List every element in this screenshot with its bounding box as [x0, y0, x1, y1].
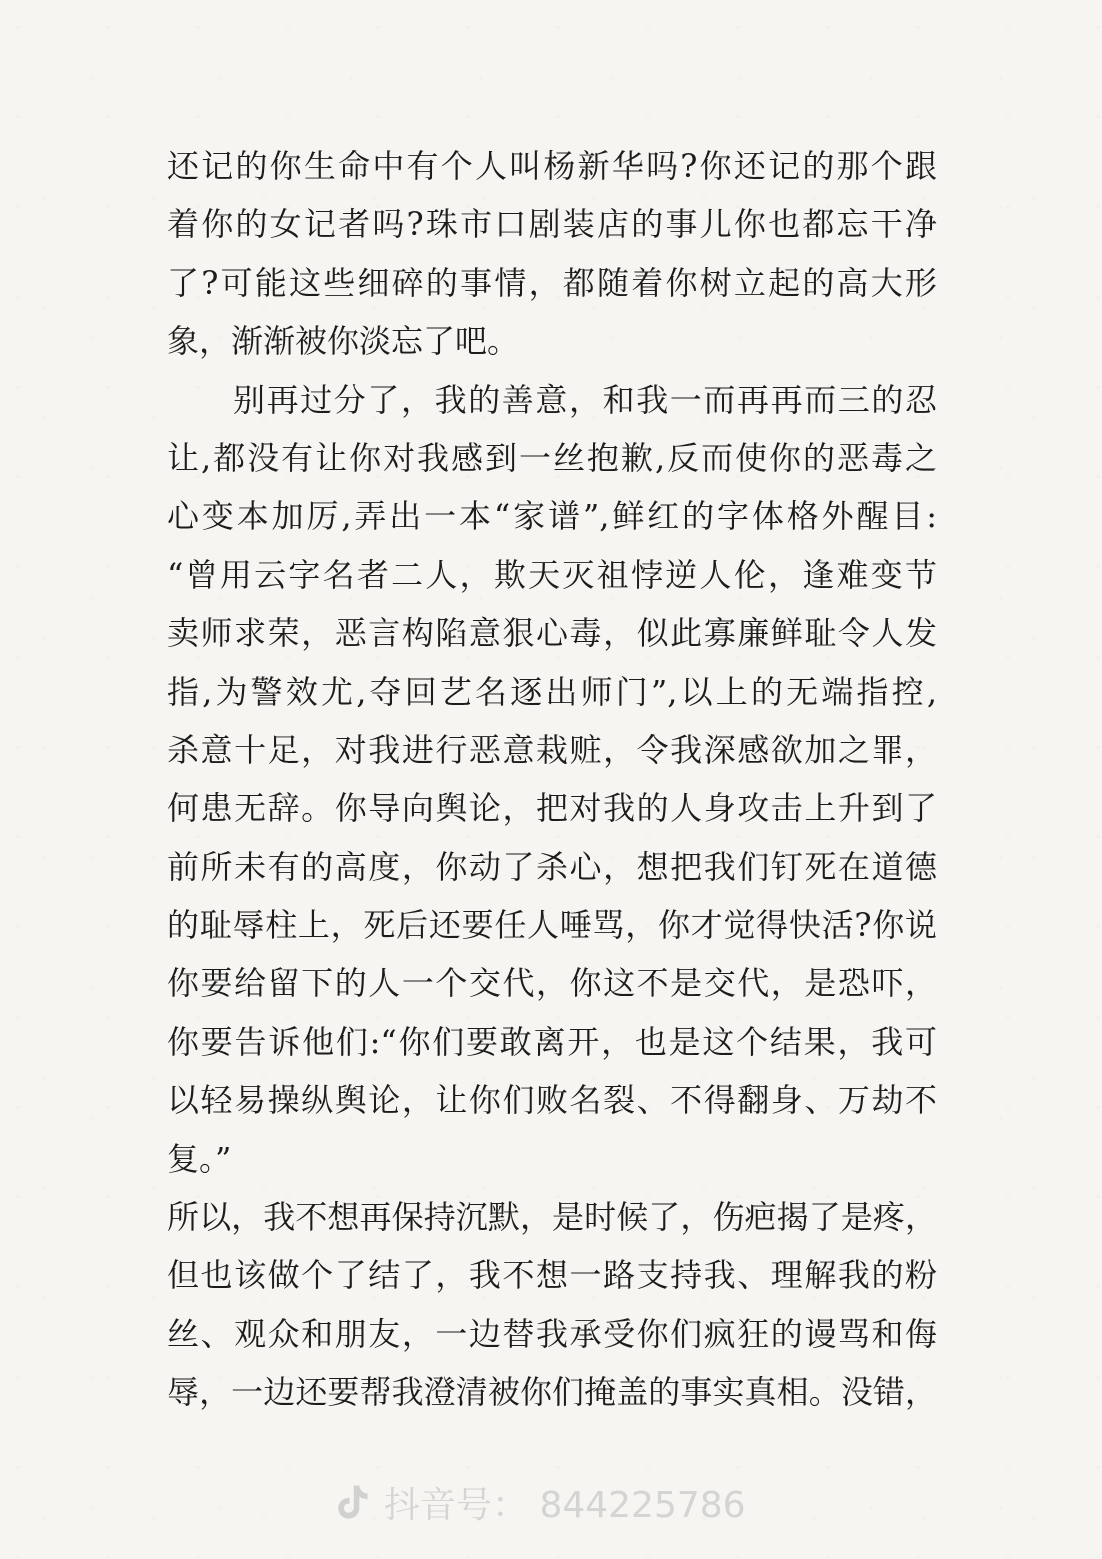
text-line: 象，渐渐被你淡忘了吧。	[167, 322, 520, 361]
text-line: 辱，一边还要帮我澄清被你们掩盖的事实真相。没错，	[167, 1373, 937, 1412]
text-line: 何患无辞。你导向舆论，把对我的人身攻击上升到了	[167, 789, 937, 828]
text-line: 了?可能这些细碎的事情，都随着你树立起的高大形	[167, 263, 937, 302]
text-line: 所以，我不想再保持沉默，是时候了，伤疤揭了是疼，	[167, 1198, 937, 1237]
text-line: 复。”	[167, 1139, 232, 1178]
document-body	[167, 137, 937, 1422]
text-line: 别再过分了，我的善意，和我一而再再而三的忍	[233, 380, 937, 419]
tiktok-icon	[330, 1480, 374, 1524]
text-line: 心变本加厉,弄出一本“家谱”,鲜红的字体格外醒目:	[167, 497, 937, 536]
text-line: 指,为警效尤,夺回艺名逐出师门”,以上的无端指控,	[167, 672, 937, 711]
text-line: 以轻易操纵舆论，让你们败名裂、不得翻身、万劫不	[167, 1081, 937, 1120]
text-line: 杀意十足，对我进行恶意栽赃，令我深感欲加之罪，	[167, 730, 937, 769]
text-line: 前所未有的高度，你动了杀心，想把我们钉死在道德	[167, 847, 937, 886]
watermark-text: 抖音号： 844225786	[384, 1484, 746, 1526]
text-line: 让,都没有让你对我感到一丝抱歉,反而使你的恶毒之	[167, 438, 937, 477]
text-line: 丝、观众和朋友，一边替我承受你们疯狂的谩骂和侮	[167, 1314, 937, 1353]
text-line: 着你的女记者吗?珠市口剧装店的事儿你也都忘干净	[167, 205, 937, 244]
text-line: 你要给留下的人一个交代，你这不是交代，是恐吓，	[167, 964, 937, 1003]
text-line: 的耻辱柱上，死后还要任人唾骂，你才觉得快活?你说	[167, 906, 937, 945]
text-line: “曾用云字名者二人，欺天灭祖悖逆人伦，逢难变节	[167, 555, 937, 594]
text-line: 你要告诉他们:“你们要敢离开，也是这个结果，我可	[167, 1022, 937, 1061]
text-line: 但也该做个了结了，我不想一路支持我、理解我的粉	[167, 1256, 937, 1295]
text-line: 卖师求荣，恶言构陷意狠心毒，似此寡廉鲜耻令人发	[167, 614, 937, 653]
text-line: 还记的你生命中有个人叫杨新华吗?你还记的那个跟	[167, 147, 937, 185]
watermark	[330, 1477, 790, 1527]
